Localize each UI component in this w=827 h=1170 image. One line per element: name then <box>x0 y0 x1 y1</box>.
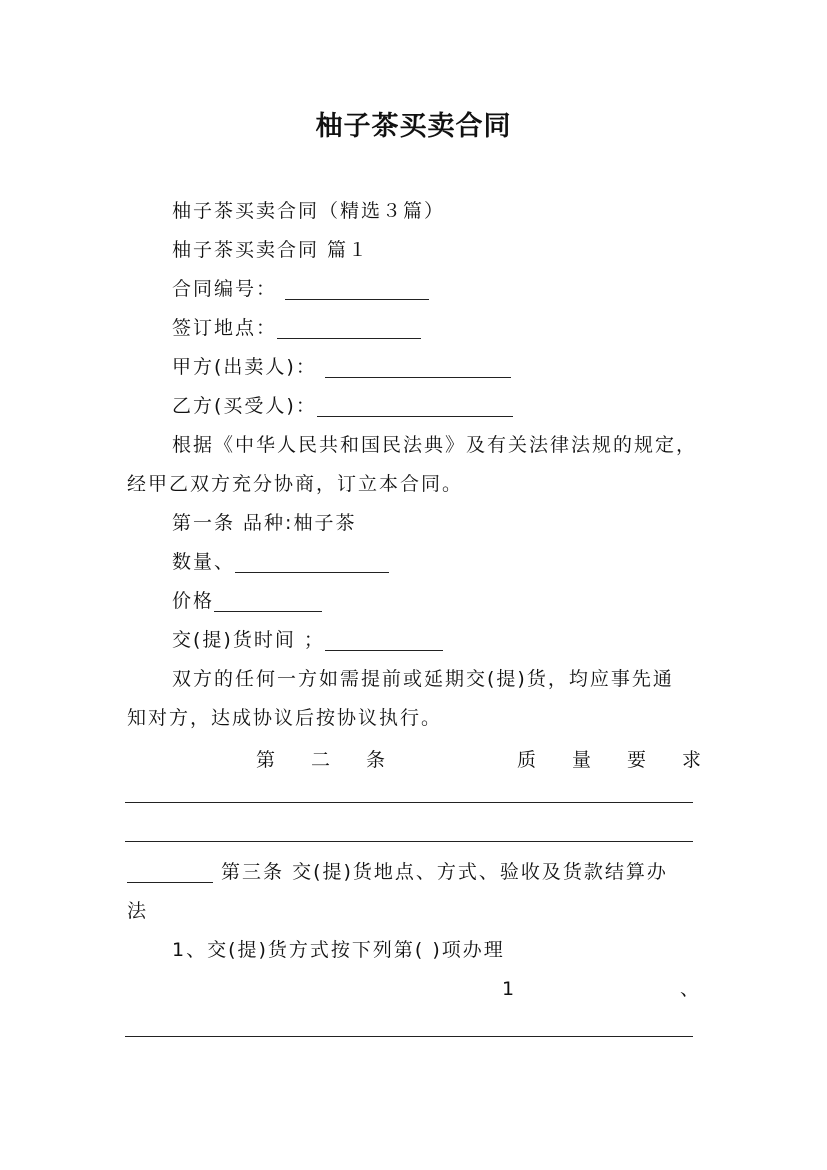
sign-place-label: 签订地点： <box>172 317 278 339</box>
quantity-label: 数量、 <box>172 551 236 573</box>
document-title: 柚子茶买卖合同 <box>315 111 512 142</box>
delivery-time-blank <box>325 632 443 651</box>
party-b-label: 乙方(买受人)： <box>172 395 317 417</box>
price-blank <box>214 593 322 612</box>
article-2-char: 条 <box>366 749 386 771</box>
article-2-char: 第 <box>256 749 276 771</box>
article-2-char: 量 <box>571 749 591 771</box>
article-2-char: 二 <box>311 749 331 771</box>
blank-rule <box>125 841 693 842</box>
article-2-heading <box>256 745 701 772</box>
contract-number-row <box>172 278 429 300</box>
item-separator: 、 <box>680 978 702 1000</box>
quantity-blank <box>235 554 389 573</box>
delivery-time-row <box>172 629 443 651</box>
party-a-blank <box>325 359 511 378</box>
price-label: 价格 <box>172 590 215 612</box>
party-b-row <box>172 395 513 417</box>
paragraph-line: 经甲乙双方充分协商，订立本合同。 <box>127 473 464 495</box>
blank-rule <box>125 1036 693 1037</box>
section-heading: 柚子茶买卖合同 篇１ <box>172 239 370 261</box>
party-a-label: 甲方(出卖人)： <box>172 356 317 378</box>
delivery-method-line: 1、交(提)货方式按下列第( )项办理 <box>172 939 505 961</box>
article-3-blank <box>127 864 213 883</box>
delivery-time-label: 交(提)货时间 ； <box>172 629 325 651</box>
article-1-heading: 第一条 品种:柚子茶 <box>172 512 357 534</box>
price-row <box>172 590 322 612</box>
contract-number-blank <box>285 281 429 300</box>
sign-place-row <box>172 317 421 339</box>
paragraph-line: 双方的任何一方如需提前或延期交(提)货，均应事先通 <box>172 668 674 690</box>
article-2-char: 求 <box>681 749 701 771</box>
party-b-blank <box>317 398 513 417</box>
paragraph-line: 知对方，达成协议后按协议执行。 <box>127 707 443 729</box>
party-a-row <box>172 356 511 378</box>
article-3-row <box>127 861 668 883</box>
quantity-row <box>172 551 389 573</box>
article-2-char: 质 <box>516 749 536 771</box>
article-2-char: 要 <box>626 749 646 771</box>
sign-place-blank <box>277 320 421 339</box>
doc-subtitle: 柚子茶买卖合同（精选３篇） <box>172 200 446 222</box>
paragraph-line: 法 <box>127 900 149 922</box>
item-number: 1 <box>502 978 517 1000</box>
paragraph-line: 根据《中华人民共和国民法典》及有关法律法规的规定， <box>172 434 698 456</box>
article-3-heading: 第三条 交(提)货地点、方式、验收及货款结算办 <box>221 861 668 883</box>
blank-rule <box>125 802 693 803</box>
contract-number-label: 合同编号： <box>172 278 278 300</box>
